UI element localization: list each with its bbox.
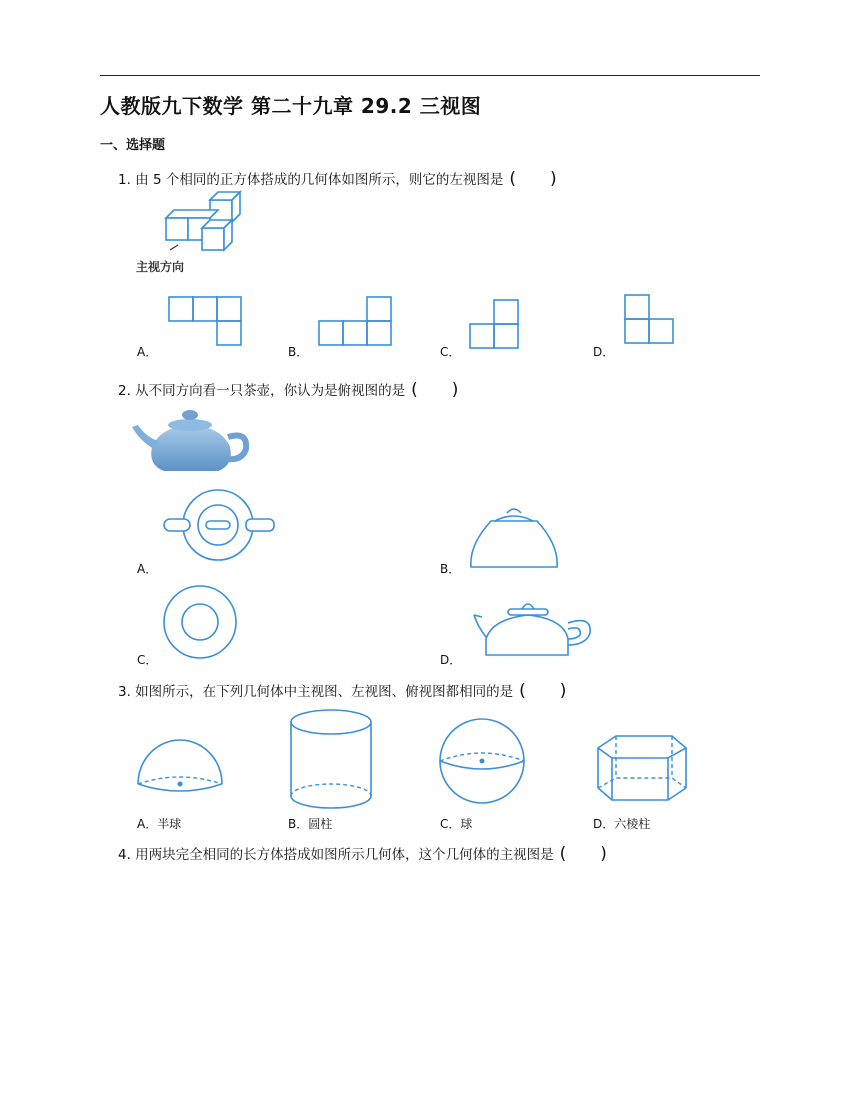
q1-option-b[interactable]: B． bbox=[288, 345, 309, 359]
q1-option-a[interactable]: A． bbox=[137, 345, 158, 359]
q2-option-a-figure bbox=[162, 488, 277, 563]
answer-paren: ( ) bbox=[509, 169, 557, 189]
cylinder-figure bbox=[288, 708, 378, 813]
q3-option-c[interactable]: C．球 bbox=[440, 817, 473, 831]
hemisphere-figure bbox=[136, 728, 226, 798]
q3-option-b[interactable]: B．圆柱 bbox=[288, 817, 333, 831]
question-2 bbox=[118, 375, 458, 400]
cube-stack-figure bbox=[158, 188, 248, 258]
question-3 bbox=[118, 676, 566, 701]
answer-paren: ( ) bbox=[411, 380, 459, 400]
q3-option-d[interactable]: D．六棱柱 bbox=[593, 817, 651, 831]
hexagonal-prism-figure bbox=[594, 732, 689, 807]
question-1 bbox=[118, 164, 557, 189]
question-4-text: 4. 用两块完全相同的长方体搭成如图所示几何体，这个几何体的主视图是 bbox=[118, 847, 554, 863]
q1-option-d-figure bbox=[624, 294, 676, 346]
q2-option-d[interactable]: D． bbox=[440, 653, 462, 667]
q1-option-a-figure bbox=[168, 296, 243, 348]
question-3-text: 3. 如图所示，在下列几何体中主视图、左视图、俯视图都相同的是 bbox=[118, 684, 514, 700]
question-4 bbox=[118, 839, 607, 864]
q1-option-b-figure bbox=[318, 296, 393, 348]
q2-option-d-figure bbox=[472, 597, 597, 662]
teapot-photo-figure bbox=[130, 405, 250, 480]
q2-option-b[interactable]: B． bbox=[440, 562, 461, 576]
q2-option-a[interactable]: A． bbox=[137, 562, 158, 576]
sphere-figure bbox=[438, 717, 528, 807]
answer-paren: ( ) bbox=[559, 844, 607, 864]
q2-option-b-figure bbox=[467, 505, 562, 570]
page-title: 人教版九下数学 第二十九章 29.2 三视图 bbox=[100, 94, 482, 118]
section-heading: 一、选择题 bbox=[100, 138, 166, 153]
q1-option-c-figure bbox=[469, 299, 521, 351]
q3-option-a[interactable]: A．半球 bbox=[137, 817, 182, 831]
answer-paren: ( ) bbox=[519, 681, 567, 701]
q1-option-c[interactable]: C． bbox=[440, 345, 461, 359]
q2-option-c-figure bbox=[162, 584, 242, 664]
q1-option-d[interactable]: D． bbox=[593, 345, 615, 359]
question-1-text: 1. 由 5 个相同的正方体搭成的几何体如图所示，则它的左视图是 bbox=[118, 172, 504, 188]
direction-label: 主视方向 bbox=[136, 260, 185, 274]
header-rule bbox=[100, 75, 760, 76]
q2-option-c[interactable]: C． bbox=[137, 653, 158, 667]
question-2-text: 2. 从不同方向看一只茶壶，你认为是俯视图的是 bbox=[118, 383, 406, 399]
